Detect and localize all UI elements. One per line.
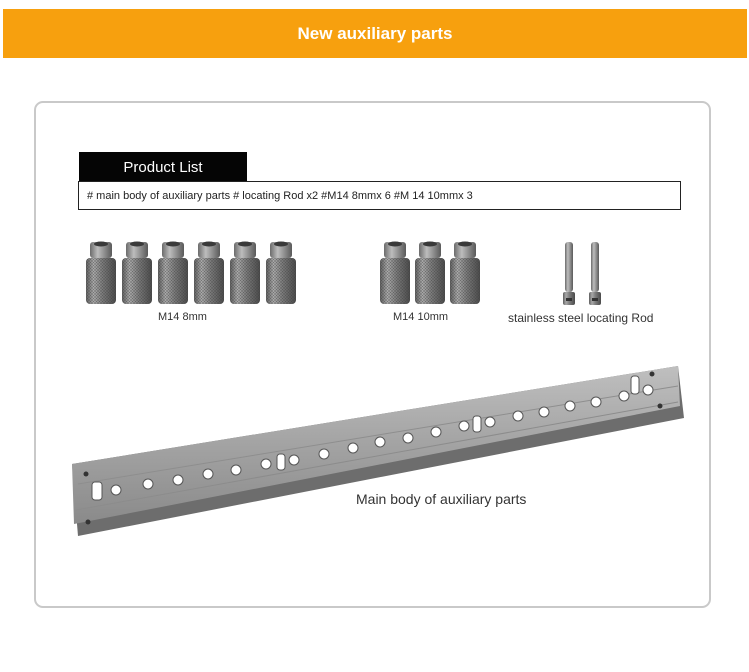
m14-10mm-bushings — [380, 240, 490, 310]
banner-title: New auxiliary parts — [297, 23, 453, 43]
locating-rods — [560, 242, 610, 308]
m14-8mm-bushings — [86, 240, 306, 310]
m14-8mm-label: M14 8mm — [158, 311, 207, 323]
header-bar — [3, 9, 747, 58]
bushing-1 — [86, 242, 116, 305]
header-banner — [0, 0, 749, 58]
product-list-contents: # main body of auxiliary parts # locating Rod x2 #M14 8mmx 6 #M 14 10mmx 3 — [78, 181, 681, 210]
main-body-label: Main body of auxiliary parts — [356, 491, 527, 507]
locating-rod-label: stainless steel locating Rod — [508, 311, 654, 325]
main-body-plate — [68, 360, 688, 540]
m14-10mm-label: M14 10mm — [393, 311, 449, 323]
product-list-heading: Product List — [79, 152, 247, 182]
